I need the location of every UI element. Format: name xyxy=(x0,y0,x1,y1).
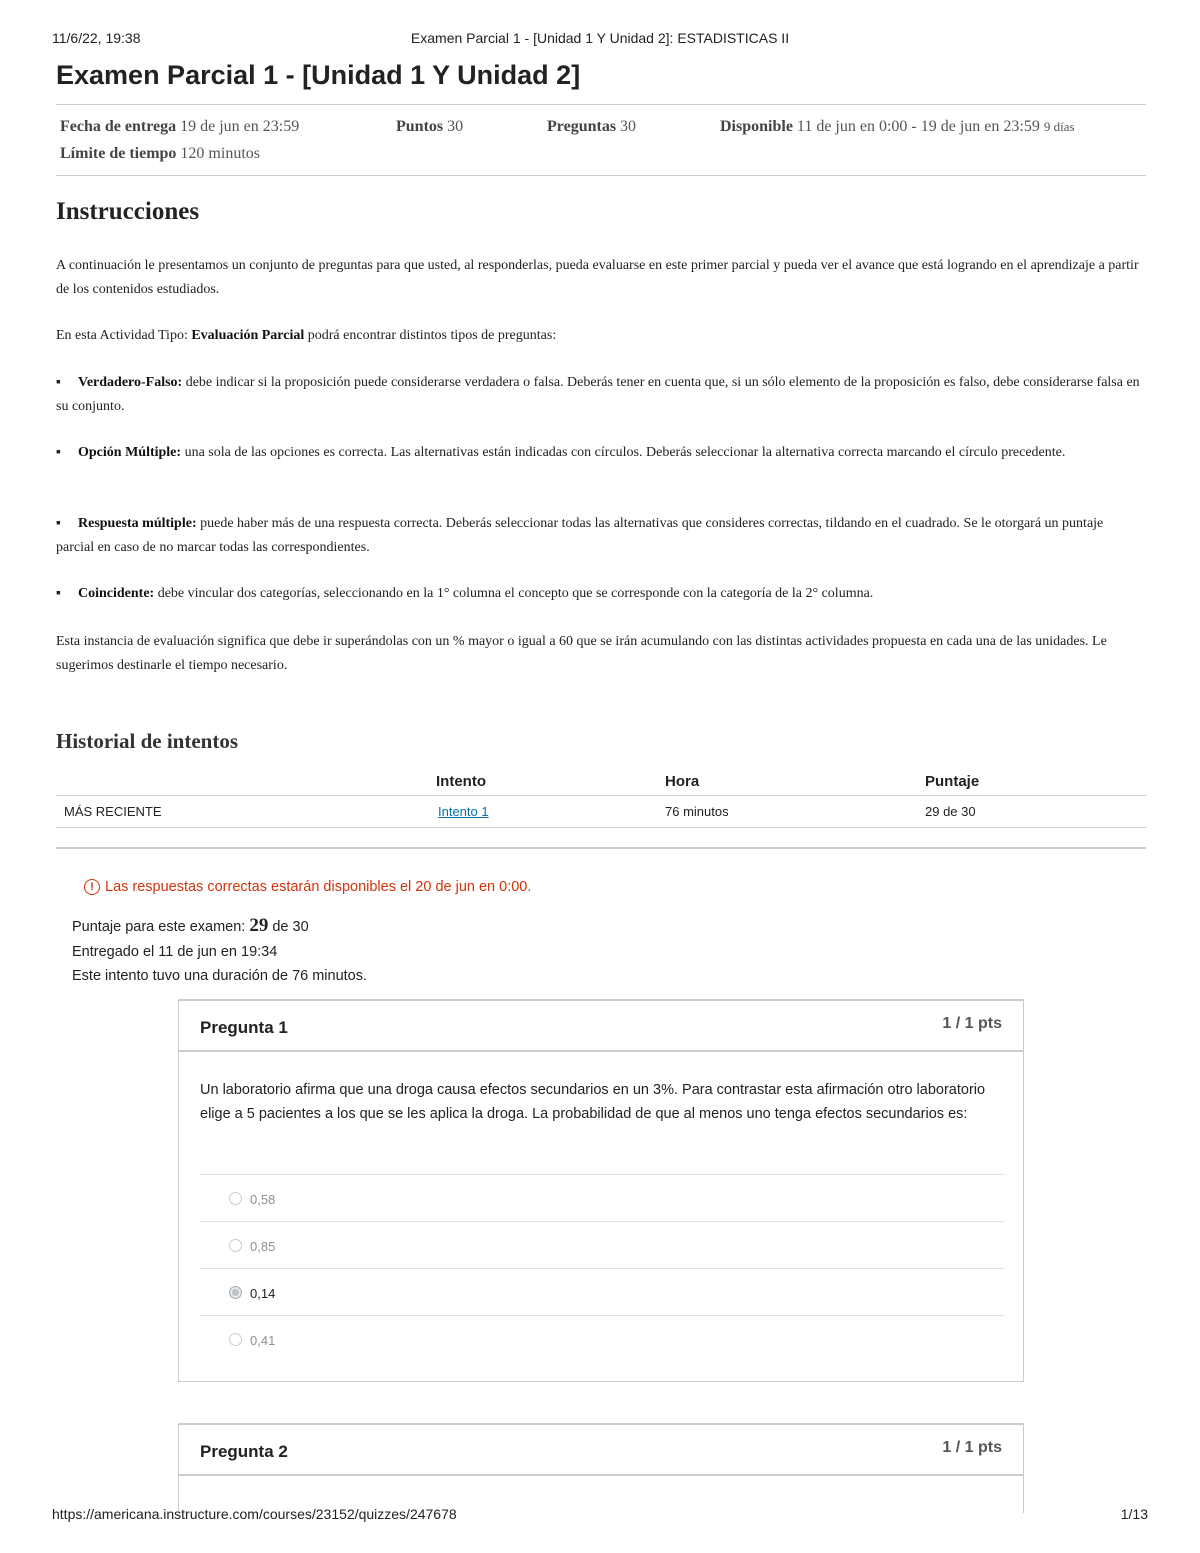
history-col-score: Puntaje xyxy=(925,773,980,790)
answer-option[interactable] xyxy=(199,1174,1005,1221)
question-card xyxy=(178,999,1024,1382)
instructions-closing: Esta instancia de evaluación significa que debe ir superándolas con un % mayor o igual a 60 que se irán acumulando con las distintas actividades propuesta en cada una de las unidades. Le sugerimos destinarle el tiempo necesario. xyxy=(56,634,1107,673)
activity-type-pre: En esta Actividad Tipo: xyxy=(56,328,192,343)
history-table xyxy=(56,766,1146,828)
due-date-value: 19 de jun en 23:59 xyxy=(180,118,300,135)
history-row-attempt xyxy=(438,804,489,819)
activity-type-post: podrá encontrar distintos tipos de preguntas: xyxy=(304,328,557,343)
item-text: puede haber más de una respuesta correcta. Deberás seleccionar todas las alternativas que consideres correctas, tildando en el cuadrado. Se le otorgará un puntaje parcial en caso de no marcar todas las correspondientes. xyxy=(56,516,1104,555)
score-info xyxy=(72,914,367,989)
question-points: 1 / 1 pts xyxy=(942,1015,1002,1032)
instruction-item-matching xyxy=(56,582,1141,606)
bullet-icon: ▪ xyxy=(56,586,61,601)
instructions-heading: Instrucciones xyxy=(56,198,200,225)
questions-label: Preguntas xyxy=(547,118,617,135)
instruction-item-multiple-choice xyxy=(56,441,1141,465)
instruction-item-multiple-answer xyxy=(56,512,1141,559)
item-term: Verdadero-Falso: xyxy=(78,375,183,390)
radio-icon[interactable] xyxy=(229,1192,242,1205)
question-points: 1 / 1 pts xyxy=(942,1439,1002,1456)
points xyxy=(396,118,463,136)
answer-label: 0,41 xyxy=(250,1333,276,1348)
instructions-intro: A continuación le presentamos un conjunto de preguntas para que usted, al responderlas, pueda evaluarse en este primer parcial y pueda ver el avance que está logrando en el aprendizaje a partir de los contenidos estudiados. xyxy=(56,258,1139,297)
print-doc-title: Examen Parcial 1 - [Unidad 1 Y Unidad 2]: ESTADISTICAS II xyxy=(410,30,790,46)
radio-icon[interactable] xyxy=(229,1333,242,1346)
time-limit-label: Límite de tiempo xyxy=(60,145,177,162)
question-header xyxy=(179,1425,1023,1476)
score-total: de 30 xyxy=(268,919,309,935)
duration-line: Este intento tuvo una duración de 76 minutos. xyxy=(72,968,368,984)
print-date: 11/6/22, 19:38 xyxy=(52,30,141,46)
points-label: Puntos xyxy=(396,118,444,135)
quiz-meta xyxy=(56,104,1146,176)
questions-count xyxy=(547,118,636,136)
answer-option-selected[interactable] xyxy=(199,1268,1005,1315)
instructions-activity-type xyxy=(56,324,1141,348)
attempt-link[interactable]: Intento 1 xyxy=(438,804,489,819)
history-row-label: MÁS RECIENTE xyxy=(64,804,162,819)
answer-label: 0,85 xyxy=(250,1239,276,1254)
question-title: Pregunta 2 xyxy=(200,1442,288,1461)
table-row xyxy=(56,796,1146,828)
instruction-item-true-false xyxy=(56,371,1141,418)
item-term: Opción Múltiple: xyxy=(78,445,182,460)
print-header xyxy=(52,30,1148,50)
answer-option[interactable] xyxy=(199,1221,1005,1268)
page-title: Examen Parcial 1 - [Unidad 1 Y Unidad 2] xyxy=(56,60,581,90)
history-row-time: 76 minutos xyxy=(665,804,729,819)
history-col-attempt: Intento xyxy=(436,773,486,790)
question-title: Pregunta 1 xyxy=(200,1018,288,1037)
question-text: Un laboratorio afirma que una droga causa efectos secundarios en un 3%. Para contrastar esta afirmación otro laboratorio elige a 5 pacientes a los que se les aplica la droga. La probabilidad de que al menos uno tenga efectos secundarios es: xyxy=(200,1082,986,1122)
activity-type-bold: Evaluación Parcial xyxy=(191,328,305,343)
bullet-icon: ▪ xyxy=(56,516,61,531)
answer-option[interactable] xyxy=(199,1315,1005,1362)
time-limit-value: 120 minutos xyxy=(180,145,260,162)
alert-icon: ! xyxy=(84,879,100,895)
history-col-time: Hora xyxy=(665,773,700,790)
answer-label: 0,58 xyxy=(250,1192,276,1207)
answers-availability-notice xyxy=(84,879,531,895)
print-footer xyxy=(52,1506,1148,1526)
availability-days: 9 días xyxy=(1043,119,1075,134)
item-text: debe vincular dos categorías, seleccionando en la 1° columna el concepto que se corresponde con la categoría de la 2° columna. xyxy=(154,586,874,601)
radio-selected-icon[interactable] xyxy=(229,1286,242,1299)
section-divider xyxy=(56,847,1146,849)
score-label: Puntaje para este examen: xyxy=(72,919,250,935)
answer-list xyxy=(199,1174,1005,1362)
time-limit xyxy=(60,145,260,163)
due-date xyxy=(60,118,299,136)
notice-text: Las respuestas correctas estarán disponibles el 20 de jun en 0:00. xyxy=(105,879,532,895)
points-value: 30 xyxy=(447,118,464,135)
item-text: una sola de las opciones es correcta. Las alternativas están indicadas con círculos. Deberás seleccionar la alternativa correcta marcando el círculo precedente. xyxy=(181,445,1066,460)
print-url: https://americana.instructure.com/courses/23152/quizzes/247678 xyxy=(52,1506,457,1522)
item-term: Coincidente: xyxy=(78,586,155,601)
bullet-icon: ▪ xyxy=(56,445,61,460)
history-row-score: 29 de 30 xyxy=(925,804,976,819)
answer-label: 0,14 xyxy=(250,1286,276,1301)
submitted-line: Entregado el 11 de jun en 19:34 xyxy=(72,943,278,960)
score-line xyxy=(72,914,367,940)
score-value: 29 xyxy=(249,915,269,936)
page-number: 1/13 xyxy=(1120,1506,1148,1522)
bullet-icon: ▪ xyxy=(56,375,61,390)
radio-icon[interactable] xyxy=(229,1239,242,1252)
question-header xyxy=(179,1001,1023,1052)
item-text: debe indicar si la proposición puede considerarse verdadera o falsa. Deberás tener en cuenta que, si un sólo elemento de la proposición es falso, debe considerarse falsa en su conjunto. xyxy=(56,375,1140,414)
questions-value: 30 xyxy=(620,118,637,135)
due-date-label: Fecha de entrega xyxy=(60,118,177,135)
availability-label: Disponible xyxy=(720,118,793,135)
availability-value: 11 de jun en 0:00 - 19 de jun en 23:59 xyxy=(796,118,1040,135)
history-header-row xyxy=(56,766,1146,796)
history-heading: Historial de intentos xyxy=(56,729,238,753)
item-term: Respuesta múltiple: xyxy=(78,516,197,531)
question-card xyxy=(178,1423,1024,1513)
availability xyxy=(720,118,1075,136)
